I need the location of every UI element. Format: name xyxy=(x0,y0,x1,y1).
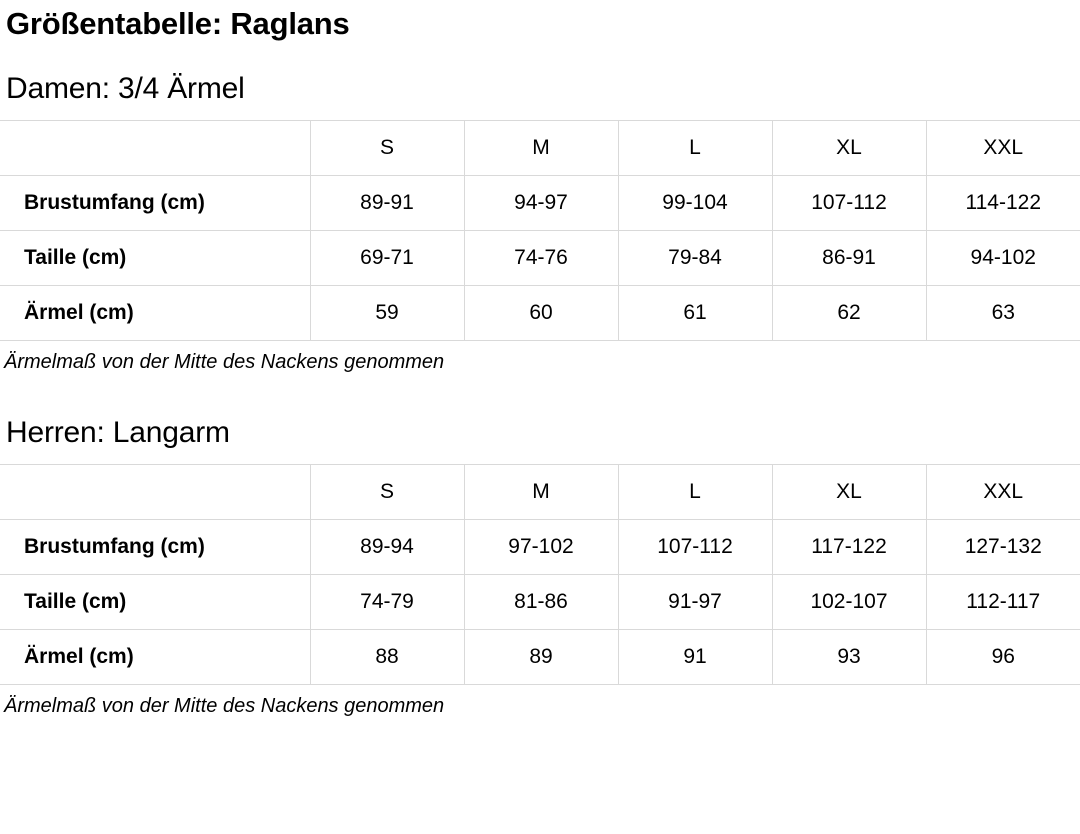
table-header-row xyxy=(0,465,1080,520)
cell-sleeve-xxl: 63 xyxy=(926,286,1080,341)
page-title: Größentabelle: Raglans xyxy=(6,6,350,41)
cell-sleeve-s: 59 xyxy=(310,286,464,341)
cell-sleeve-xxl: 96 xyxy=(926,630,1080,685)
column-header-s: S xyxy=(310,121,464,176)
column-header-xxl: XXL xyxy=(926,465,1080,520)
table-header-row xyxy=(0,121,1080,176)
cell-sleeve-l: 61 xyxy=(618,286,772,341)
table-header-women xyxy=(0,121,1080,176)
section-heading-men: Herren: Langarm xyxy=(6,416,230,449)
column-header-l: L xyxy=(618,465,772,520)
column-header-xxl: XXL xyxy=(926,121,1080,176)
cell-chest-xxl: 127-132 xyxy=(926,520,1080,575)
cell-chest-m: 94-97 xyxy=(464,176,618,231)
cell-sleeve-s: 88 xyxy=(310,630,464,685)
cell-waist-s: 69-71 xyxy=(310,231,464,286)
cell-sleeve-m: 89 xyxy=(464,630,618,685)
cell-waist-s: 74-79 xyxy=(310,575,464,630)
row-label-sleeve: Ärmel (cm) xyxy=(0,286,310,341)
cell-sleeve-xl: 62 xyxy=(772,286,926,341)
row-label-waist: Taille (cm) xyxy=(0,231,310,286)
cell-waist-l: 79-84 xyxy=(618,231,772,286)
cell-waist-xl: 86-91 xyxy=(772,231,926,286)
column-header-l: L xyxy=(618,121,772,176)
row-label-chest: Brustumfang (cm) xyxy=(0,176,310,231)
cell-chest-s: 89-94 xyxy=(310,520,464,575)
table-row xyxy=(0,520,1080,575)
size-table-women xyxy=(0,120,1080,341)
cell-sleeve-l: 91 xyxy=(618,630,772,685)
table-header-men xyxy=(0,465,1080,520)
table-row xyxy=(0,630,1080,685)
table-note-women: Ärmelmaß von der Mitte des Nackens genommen xyxy=(4,351,445,373)
cell-waist-m: 81-86 xyxy=(464,575,618,630)
table-row xyxy=(0,176,1080,231)
cell-waist-l: 91-97 xyxy=(618,575,772,630)
column-header-s: S xyxy=(310,465,464,520)
cell-chest-l: 99-104 xyxy=(618,176,772,231)
cell-waist-xl: 102-107 xyxy=(772,575,926,630)
table-row xyxy=(0,231,1080,286)
section-heading-women: Damen: 3/4 Ärmel xyxy=(6,72,245,105)
cell-chest-m: 97-102 xyxy=(464,520,618,575)
cell-chest-xl: 107-112 xyxy=(772,176,926,231)
table-corner-cell xyxy=(0,465,310,520)
cell-chest-xxl: 114-122 xyxy=(926,176,1080,231)
cell-sleeve-m: 60 xyxy=(464,286,618,341)
cell-sleeve-xl: 93 xyxy=(772,630,926,685)
column-header-xl: XL xyxy=(772,121,926,176)
column-header-m: M xyxy=(464,121,618,176)
cell-waist-xxl: 112-117 xyxy=(926,575,1080,630)
size-table-men xyxy=(0,464,1080,685)
cell-waist-xxl: 94-102 xyxy=(926,231,1080,286)
row-label-waist: Taille (cm) xyxy=(0,575,310,630)
table-row xyxy=(0,575,1080,630)
column-header-m: M xyxy=(464,465,618,520)
table-note-men: Ärmelmaß von der Mitte des Nackens genommen xyxy=(4,695,445,717)
table-row xyxy=(0,286,1080,341)
cell-chest-l: 107-112 xyxy=(618,520,772,575)
cell-waist-m: 74-76 xyxy=(464,231,618,286)
cell-chest-s: 89-91 xyxy=(310,176,464,231)
cell-chest-xl: 117-122 xyxy=(772,520,926,575)
column-header-xl: XL xyxy=(772,465,926,520)
row-label-sleeve: Ärmel (cm) xyxy=(0,630,310,685)
table-corner-cell xyxy=(0,121,310,176)
size-chart-page xyxy=(0,6,1080,718)
row-label-chest: Brustumfang (cm) xyxy=(0,520,310,575)
